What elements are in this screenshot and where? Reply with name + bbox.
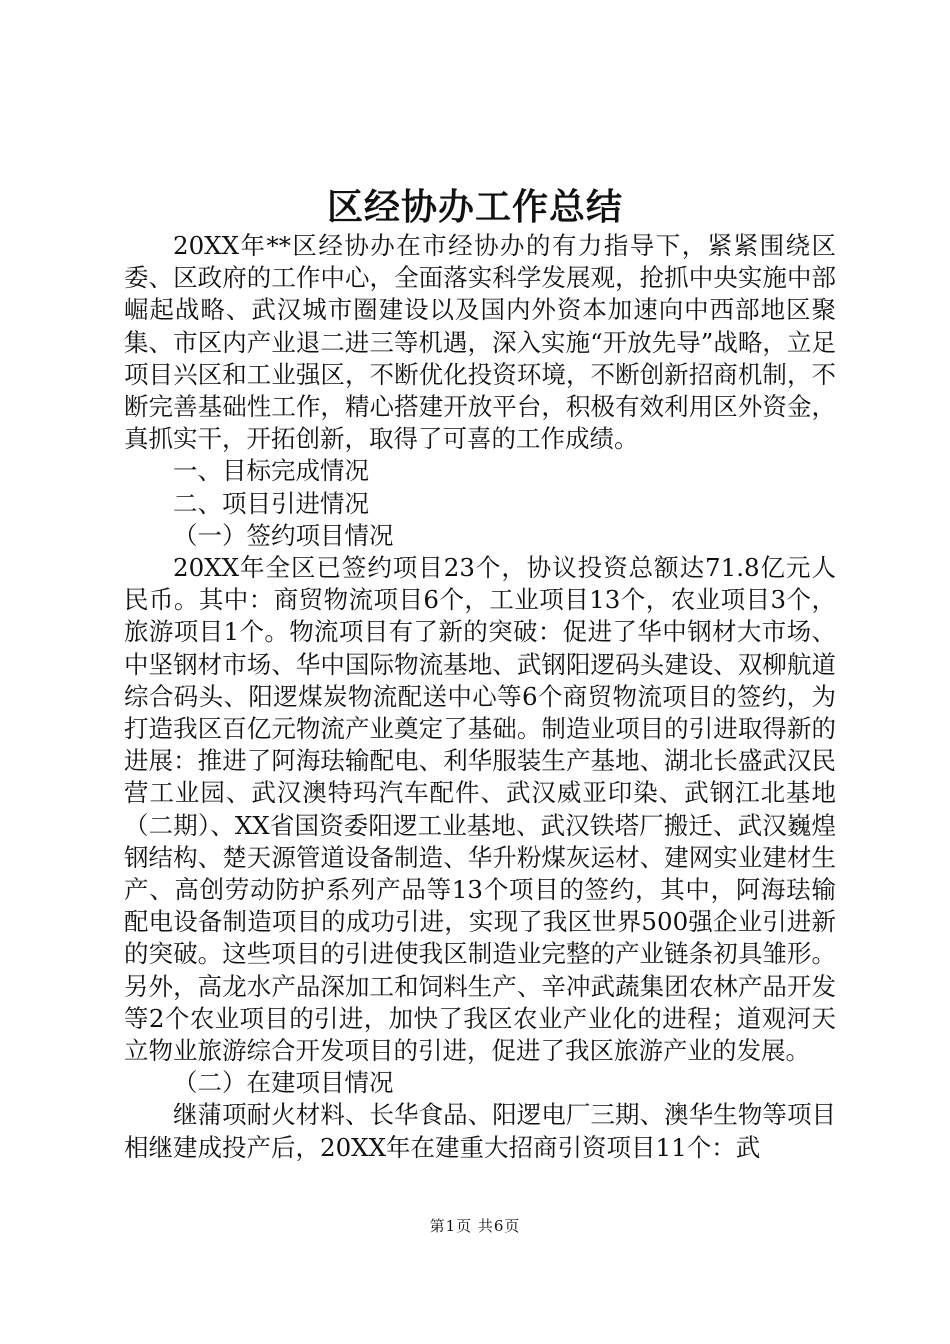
section-heading-projects: 二、项目引进情况 [173,488,369,518]
page-number-footer: 第1页 共6页 [429,1217,521,1235]
signed-projects-paragraph: 20XX年全区已签约项目23个，协议投资总额达71.8亿元人民币。其中：商贸物流项目6个，工业项目13个，农业项目3个，旅游项目1个。物流项目有了新的突破：促进了华中钢材大市场、中坚钢材市场、华中国际物流基地、武钢阳逻码头建设、双柳航道综合码头、阳逻煤炭物流配送中心等6个商贸物流项目的签约，为打造我区百亿元物流产业奠定了基础。制造业项目的引进取得新的进展：推进了阿海珐输配电、利华服装生产基地、湖北长盛武汉民营工业园、武汉澳特玛汽车配件、武汉威亚印染、武钢江北基地（二期）、XX省国资委阳逻工业基地、武汉铁塔厂搬迁、武汉巍煌钢结构、楚天源管道设备制造、华升粉煤灰运材、建网实业建材生产、高创劳动防护系列产品等13个项目的签约，其中，阿海珐输配电设备制造项目的成功引进，实现了我区世界500强企业引进新的突破。这些项目的引进使我区制造业完整的产业链条初具雏形。另外，高龙水产品深加工和饲料生产、辛冲武蔬集团农林产品开发等2个农业项目的引进，加快了我区农业产业化的进程；道观河天立物业旅游综合开发项目的引进，促进了我区旅游产业的发展。 [124,553,836,1066]
subsection-heading-under-construction: （二）在建项目情况 [173,1068,394,1098]
subsection-heading-signed: （一）签约项目情况 [173,520,394,550]
intro-paragraph: 20XX年**区经协办在市经协办的有力指导下，紧紧围绕区委、区政府的工作中心，全面落实科学发展观，抢抓中央实施中部崛起战略、武汉城市圈建设以及国内外资本加速向中西部地区聚集、市区内产业退二进三等机遇，深入实施“开放先导”战略，立足项目兴区和工业强区，不断优化投资环境，不断创新招商机制，不断完善基础性工作，精心搭建开放平台，积极有效利用区外资金，真抓实干，开拓创新，取得了可喜的工作成绩。 [124,231,836,454]
section-heading-goals: 一、目标完成情况 [173,456,369,486]
document-title: 区经协办工作总结 [326,186,623,228]
document-body [124,230,836,1164]
under-construction-paragraph: 继蒲项耐火材料、长华食品、阳逻电厂三期、澳华生物等项目相继建成投产后，20XX年在建重大招商引资项目11个：武 [124,1100,836,1162]
